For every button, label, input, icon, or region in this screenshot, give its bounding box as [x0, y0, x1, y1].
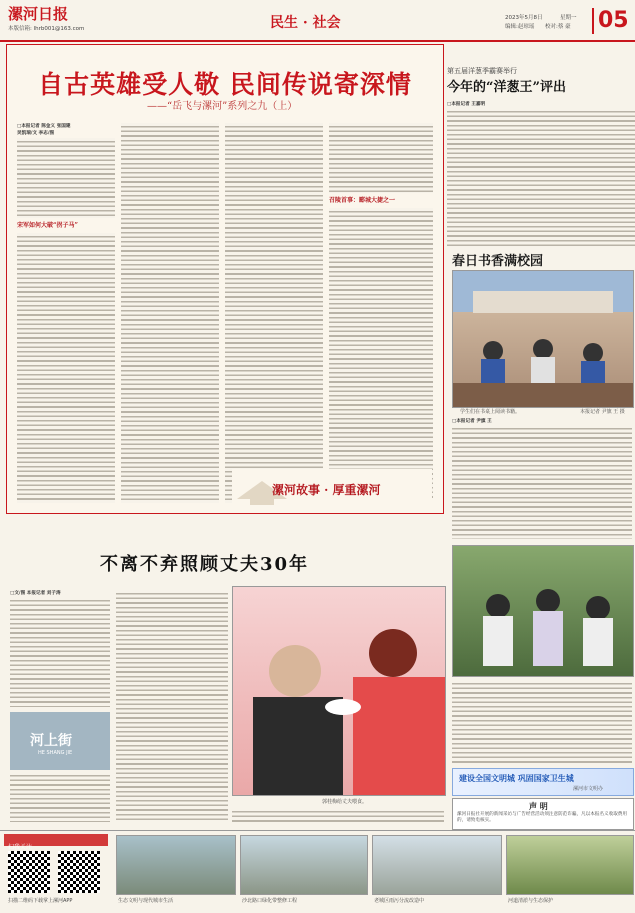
- notice-title: 声 明: [529, 801, 548, 811]
- feature-subheading-2: 召陵首事：郾城大捷之一: [329, 197, 396, 204]
- spring-article-2: [452, 680, 632, 764]
- spring-headline: 春日书香满校园: [452, 254, 544, 269]
- article2-headline: 不离不弃照顾丈夫30年: [100, 554, 310, 575]
- feature-headline: 自古英雄受人敬 民间传说寄深情: [38, 70, 412, 99]
- bottom-photo-3: [372, 835, 502, 895]
- qr-code-1[interactable]: [8, 851, 50, 893]
- spring-caption-credit: 本报记者 尹旗 王 摄: [580, 409, 625, 415]
- notice-text: 漯河日报社开展的新闻采访与广告经营活动须注意防范诈骗，凡以本报名义收取费用的，请致电核实。: [457, 812, 627, 823]
- bottom-photo-4: [506, 835, 634, 895]
- notice-box: [452, 798, 634, 830]
- students-reading-illustration: [453, 271, 633, 407]
- caregiver-illustration: [233, 587, 445, 795]
- qr-label: 扫描二维码下载掌上漯河APP: [8, 898, 73, 904]
- spring-byline: □本报记者 尹旗 王: [452, 419, 492, 424]
- weekday: 星期一: [560, 15, 577, 21]
- children-illustration: [453, 546, 633, 676]
- story-banner: 漯河故事 · 厚重漯河: [272, 483, 381, 497]
- article2-col-2: [116, 590, 228, 822]
- qr-code-2[interactable]: [58, 851, 100, 893]
- column-logo-text: 河上街: [30, 733, 72, 749]
- column-logo: [10, 712, 110, 770]
- newspaper-logo: 漯河日报: [8, 5, 69, 23]
- caregiver-photo: [232, 586, 446, 796]
- story-banner-box: [232, 469, 432, 507]
- email: 本版信箱: lhrb001@163.com: [8, 26, 85, 32]
- bottom-photo-2: [240, 835, 368, 895]
- article2-col-1b: [10, 772, 110, 822]
- feature-col-3: [225, 123, 323, 503]
- proofreader: 校对:蔡 豪: [545, 24, 571, 30]
- civilization-ad: [452, 768, 634, 796]
- onion-article: [447, 101, 635, 251]
- bottom-photo-1: [116, 835, 236, 895]
- bottom-caption-4: 河道清淤与生态保护: [508, 898, 554, 904]
- spring-caption: 学生们在书桌上阅读书籍。: [460, 409, 521, 415]
- bottom-caption-3: 老城区雨污分流改造中: [374, 898, 425, 904]
- feature-subhead: ——“岳飞与漯河”系列之九（上）: [147, 101, 298, 112]
- caregiver-caption: 郭桂梅给丈夫喂食。: [322, 799, 368, 805]
- column-logo-en: HE SHANG JIE: [38, 750, 73, 756]
- follow-banner: [4, 834, 108, 851]
- feature-article: [6, 44, 444, 514]
- right-column: [447, 44, 635, 251]
- feature-col-2: [121, 123, 219, 503]
- onion-headline: 今年的“洋葱王”评出: [447, 80, 566, 95]
- spring-article: [452, 418, 632, 542]
- article2-col-1: [10, 590, 110, 710]
- school-children-photo: [452, 545, 634, 677]
- page-number: 05: [592, 8, 630, 34]
- date: 2023年5月8日: [505, 15, 543, 21]
- bottom-strip: [0, 830, 635, 913]
- feature-col-4: [329, 123, 433, 503]
- feature-byline-2: 吴凯瑞/文 李志/图: [17, 131, 55, 137]
- bottom-caption-1: 生态文明与现代城市生活: [118, 898, 174, 904]
- onion-kicker: 第五届洋葱季霸赛举行: [447, 67, 517, 75]
- feature-col-1: [17, 123, 115, 503]
- civilization-ad-sub: 漯河市文明办: [573, 786, 604, 792]
- feature-subheading-1: 宋军如何大破“拐子马”: [17, 221, 78, 229]
- section-title: 民生 · 社会: [270, 15, 341, 31]
- editor: 编辑:赵琼瑶: [505, 24, 535, 30]
- article2-byline: □文/图 本报记者 刘子涛: [10, 591, 61, 596]
- school-reading-photo: [452, 270, 634, 408]
- follow-text: 扫我关注: [8, 844, 33, 851]
- feature-byline: □本报记者 陈金义 张国建: [17, 124, 71, 129]
- bottom-caption-2: 沙北路口绿化带整修工程: [242, 898, 298, 904]
- masthead: [0, 0, 635, 42]
- civilization-ad-text: 建设全国文明城 巩固国家卫生城: [459, 773, 574, 783]
- article2-col-3: [232, 808, 444, 824]
- onion-byline: □本报记者 王嘉明: [447, 102, 486, 107]
